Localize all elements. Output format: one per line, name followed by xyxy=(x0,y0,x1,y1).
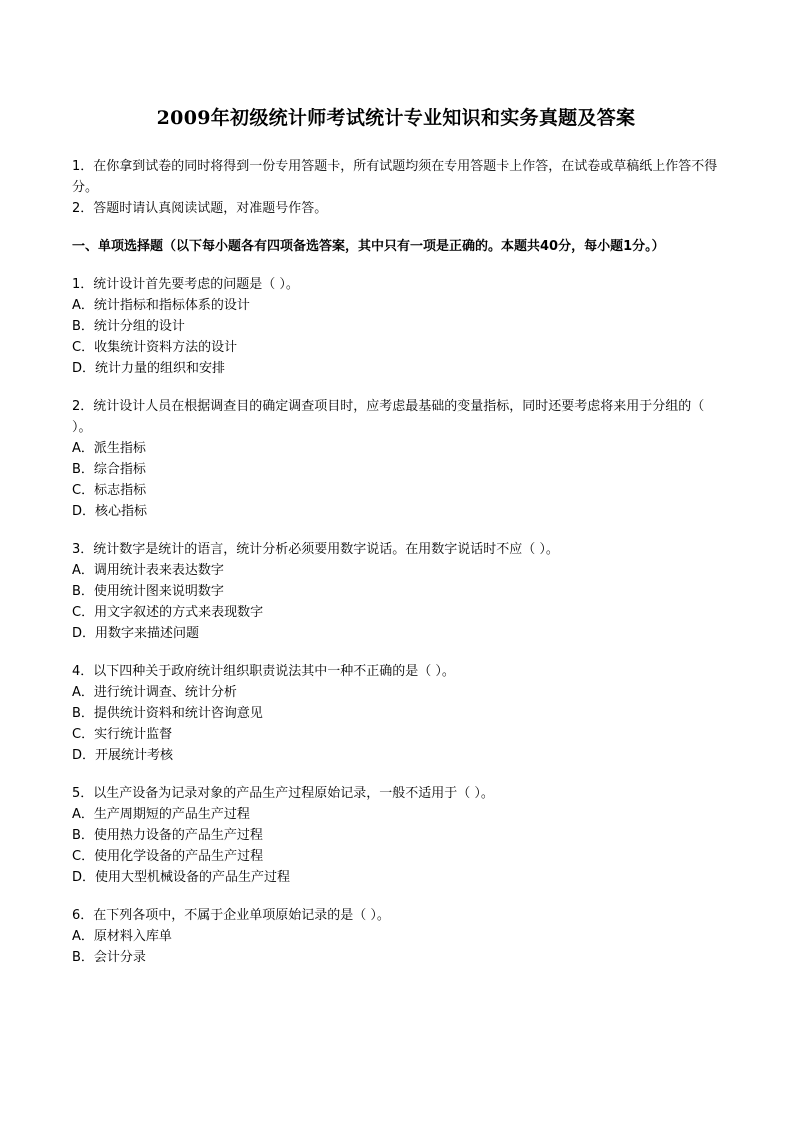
question-option: C．使用化学设备的产品生产过程 xyxy=(72,849,264,864)
question-option: A．调用统计表来表达数字 xyxy=(72,563,224,578)
document-page xyxy=(72,104,720,968)
question-option: B．统计分组的设计 xyxy=(72,319,185,334)
question-option: D．使用大型机械设备的产品生产过程 xyxy=(72,870,291,885)
question-4 xyxy=(72,661,720,766)
question-option: C．用文字叙述的方式来表现数字 xyxy=(72,605,264,620)
instructions xyxy=(72,156,720,219)
question-option: A．生产周期短的产品生产过程 xyxy=(72,807,250,822)
question-option: A．统计指标和指标体系的设计 xyxy=(72,298,250,313)
question-option: B．提供统计资料和统计咨询意见 xyxy=(72,706,263,721)
question-5 xyxy=(72,783,720,888)
question-option: B．使用热力设备的产品生产过程 xyxy=(72,828,263,843)
question-stem: 6．在下列各项中，不属于企业单项原始记录的是（ ）。 xyxy=(72,908,390,923)
question-option: B．综合指标 xyxy=(72,462,146,477)
question-option: D．开展统计考核 xyxy=(72,748,174,763)
question-option: A．派生指标 xyxy=(72,441,146,456)
question-3 xyxy=(72,539,720,644)
question-stem: 5．以生产设备为记录对象的产品生产过程原始记录，一般不适用于（ ）。 xyxy=(72,786,494,801)
question-2 xyxy=(72,396,720,522)
question-option: D．用数字来描述问题 xyxy=(72,626,200,641)
question-option: D．核心指标 xyxy=(72,504,148,519)
question-option: A．进行统计调查、统计分析 xyxy=(72,685,237,700)
section-heading: 一、单项选择题（以下每小题各有四项备选答案，其中只有一项是正确的。本题共40分，每小题1分。） xyxy=(72,239,665,254)
instruction-2: 2．答题时请认真阅读试题，对准题号作答。 xyxy=(72,201,328,216)
question-6 xyxy=(72,905,720,968)
question-option: B．会计分录 xyxy=(72,950,146,965)
question-option: A．原材料入库单 xyxy=(72,929,172,944)
question-stem: 2．统计设计人员在根据调查目的确定调查项目时，应考虑最基础的变量指标，同时还要考虑将来用于分组的（ ）。 xyxy=(72,399,705,435)
question-option: C．实行统计监督 xyxy=(72,727,173,742)
instruction-1: 1．在你拿到试卷的同时将得到一份专用答题卡，所有试题均须在专用答题卡上作答，在试卷或草稿纸上作答不得分。 xyxy=(72,159,718,195)
question-stem: 3．统计数字是统计的语言，统计分析必须要用数字说话。在用数字说话时不应（ ）。 xyxy=(72,542,559,557)
question-stem: 1．统计设计首先要考虑的问题是（ ）。 xyxy=(72,277,299,292)
section-single-choice xyxy=(72,236,720,257)
question-option: B．使用统计图来说明数字 xyxy=(72,584,224,599)
question-option: C．标志指标 xyxy=(72,483,147,498)
question-option: C．收集统计资料方法的设计 xyxy=(72,340,238,355)
question-stem: 4．以下四种关于政府统计组织职责说法其中一种不正确的是（ ）。 xyxy=(72,664,455,679)
document-title: 2009年初级统计师考试统计专业知识和实务真题及答案 xyxy=(156,107,636,129)
question-1 xyxy=(72,274,720,379)
question-option: D．统计力量的组织和安排 xyxy=(72,361,226,376)
